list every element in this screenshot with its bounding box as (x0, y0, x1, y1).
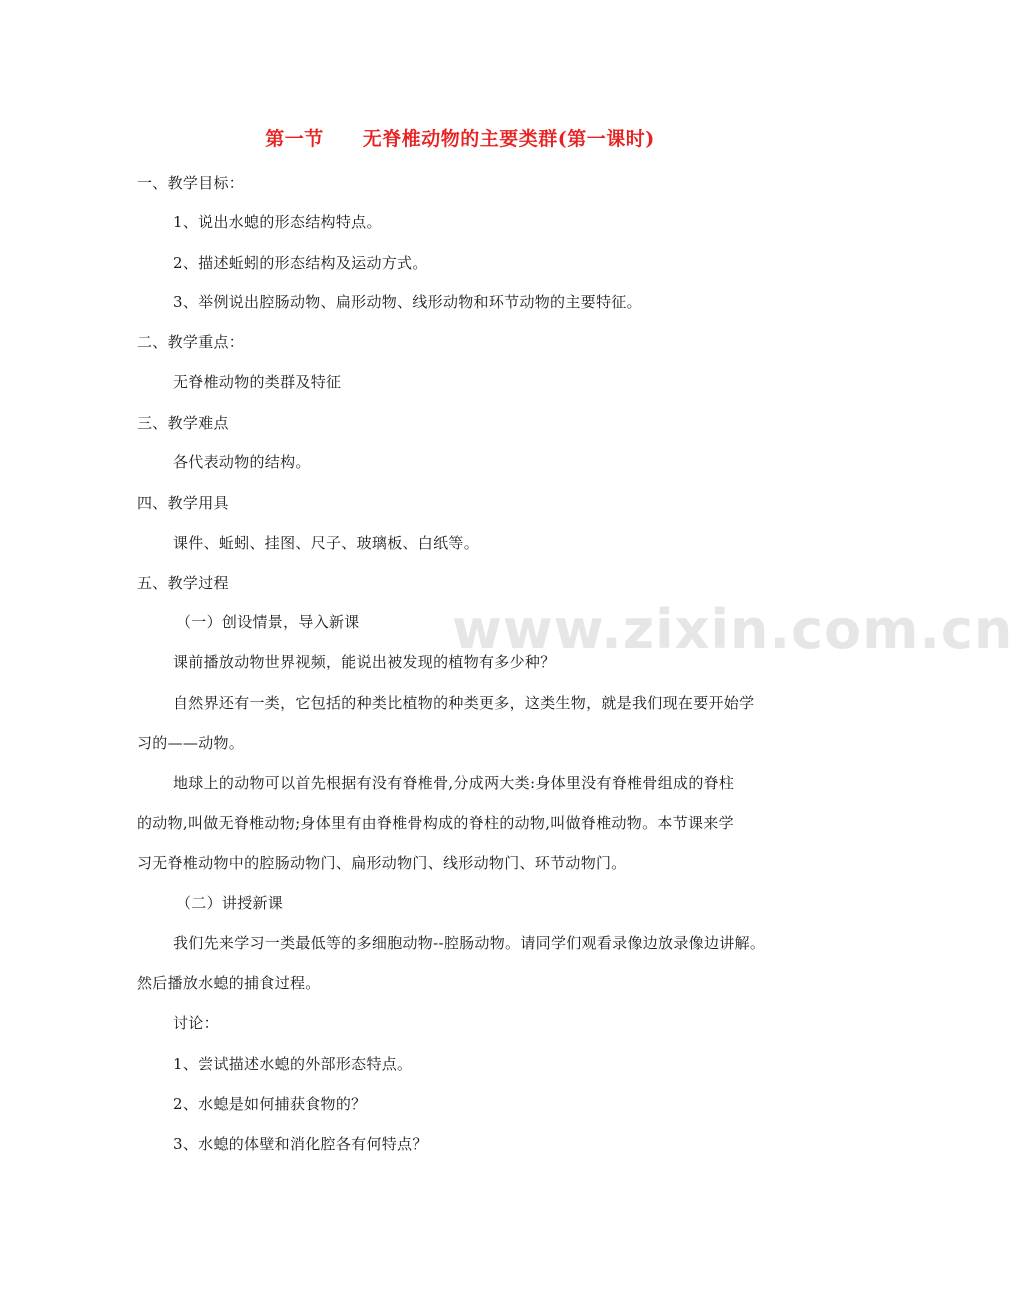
discussion-question-3: 3、水螅的体壁和消化腔各有何特点？ (173, 1135, 428, 1153)
paragraph-4-line-2: 然后播放水螅的捕食过程。 (137, 974, 321, 992)
paragraph-4-line-1: 我们先来学习一类最低等的多细胞动物--腔肠动物。请同学们观看录像边放录像边讲解。 (173, 934, 766, 952)
section-heading-objectives: 一、教学目标： (137, 174, 245, 192)
paragraph-3-line-1: 地球上的动物可以首先根据有没有脊椎骨,分成两大类:身体里没有脊椎骨组成的脊柱 (173, 774, 735, 792)
watermark: www.zixin.com.cn (452, 598, 1013, 661)
section-heading-difficulties: 三、教学难点 (137, 414, 229, 432)
difficulties-text: 各代表动物的结构。 (173, 453, 311, 471)
objective-item-2: 2、描述蚯蚓的形态结构及运动方式。 (173, 254, 428, 272)
objective-item-1: 1、说出水螅的形态结构特点。 (173, 213, 382, 231)
paragraph-2-line-1: 自然界还有一类，它包括的种类比植物的种类更多，这类生物，就是我们现在要开始学 (173, 694, 755, 712)
paragraph-2-line-2: 习的——动物。 (137, 734, 245, 752)
subsection-heading-introduction: （一）创设情景，导入新课 (176, 613, 360, 631)
section-heading-teaching-process: 五、教学过程 (137, 574, 229, 592)
page-title: 第一节 无脊椎动物的主要类群(第一课时) (265, 128, 655, 150)
teaching-tools-text: 课件、蚯蚓、挂图、尺子、玻璃板、白纸等。 (173, 534, 480, 552)
subsection-heading-new-lesson: （二）讲授新课 (176, 894, 284, 912)
paragraph-1: 课前播放动物世界视频，能说出被发现的植物有多少种？ (173, 653, 556, 671)
paragraph-3-line-2: 的动物,叫做无脊椎动物;身体里有由脊椎骨构成的脊柱的动物,叫做脊椎动物。本节课来学 (137, 814, 734, 832)
section-heading-key-points: 二、教学重点： (137, 333, 245, 351)
discussion-question-2: 2、水螅是如何捕获食物的？ (173, 1095, 367, 1113)
discussion-label: 讨论： (173, 1014, 219, 1032)
discussion-question-1: 1、尝试描述水螅的外部形态特点。 (173, 1055, 413, 1073)
objective-item-3: 3、举例说出腔肠动物、扁形动物、线形动物和环节动物的主要特征。 (173, 293, 642, 311)
key-points-text: 无脊椎动物的类群及特征 (173, 373, 342, 391)
section-heading-teaching-tools: 四、教学用具 (137, 494, 229, 512)
paragraph-3-line-3: 习无脊椎动物中的腔肠动物门、扁形动物门、线形动物门、环节动物门。 (137, 854, 627, 872)
